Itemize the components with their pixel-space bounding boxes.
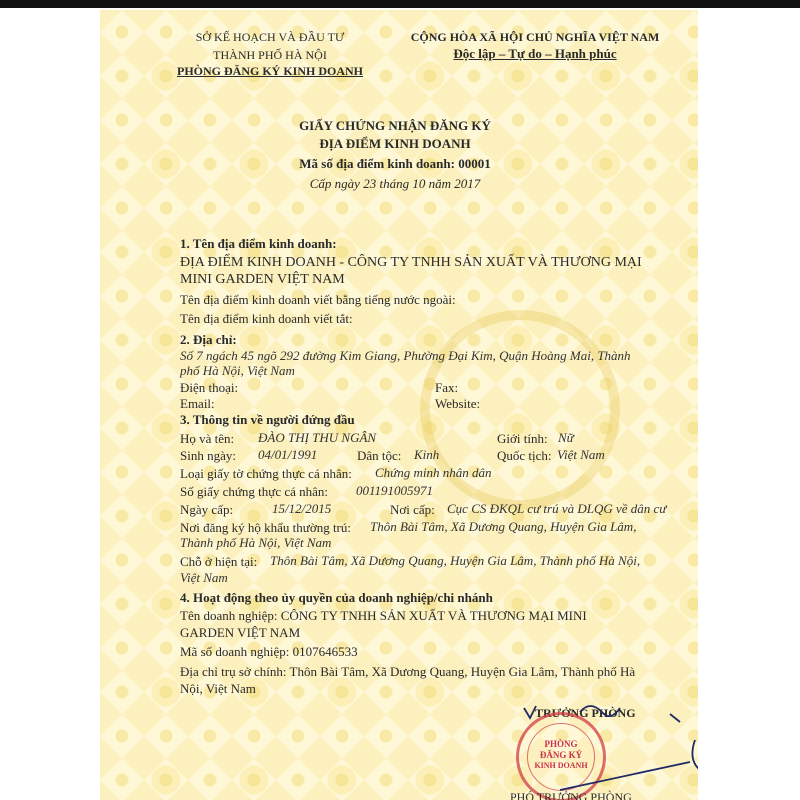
foreign-name-label: Tên địa điểm kinh doanh viết bằng tiếng nước ngoài: (180, 292, 456, 307)
signature-title: TRƯỞNG PHÒNG (535, 706, 636, 720)
issue-date-label: Ngày cấp: (180, 502, 234, 517)
issue-place-value: Cục CS ĐKQL cư trú và DLQG về dân cư (447, 501, 667, 516)
business-name-line2: MINI GARDEN VIỆT NAM (180, 272, 345, 287)
stamp-text-line2: ĐĂNG KÝ (539, 750, 583, 760)
header-left-line2: THÀNH PHỐ HÀ NỘI (213, 48, 327, 62)
current-address-line1: Thôn Bài Tâm, Xã Dương Quang, Huyện Gia Lâm, Thành phố Hà Nội, (270, 553, 641, 568)
section4-heading: 4. Hoạt động theo ủy quyền của doanh nghiệp/chi nhánh (180, 590, 493, 605)
company-name-line1: Tên doanh nghiệp: CÔNG TY TNHH SẢN XUẤT VÀ THƯƠNG MẠI MINI (180, 608, 587, 623)
stamp-text-line1: PHÒNG (544, 739, 578, 749)
issue-date: Cấp ngày 23 tháng 10 năm 2017 (309, 176, 481, 191)
current-address-line2: Việt Nam (180, 570, 228, 585)
section1-heading: 1. Tên địa điểm kinh doanh: (180, 236, 337, 251)
dob-label: Sinh ngày: (180, 448, 236, 463)
issue-date-value: 15/12/2015 (272, 501, 332, 516)
fax-label: Fax: (435, 380, 459, 395)
gender-value: Nữ (558, 430, 574, 445)
signature-bottom-title: PHÓ TRƯỞNG PHÒNG (510, 790, 632, 800)
certificate-code: Mã số địa điểm kinh doanh: 00001 (299, 156, 491, 171)
nationality-value: Việt Nam (557, 447, 605, 462)
id-type-value: Chứng minh nhân dân (375, 465, 492, 480)
ethnic-value: Kinh (414, 447, 440, 462)
certificate-document (100, 10, 698, 800)
head-name-label: Họ và tên: (180, 431, 235, 446)
head-name-value: ĐÀO THỊ THU NGÂN (258, 430, 377, 445)
section2-heading: 2. Địa chỉ: (180, 332, 237, 347)
current-address-label: Chỗ ở hiện tại: (180, 554, 258, 569)
header-left-line3: PHÒNG ĐĂNG KÝ KINH DOANH (177, 64, 363, 78)
header-left-line1: SỞ KẾ HOẠCH VÀ ĐẦU TƯ (195, 30, 345, 44)
dob-value: 04/01/1991 (258, 447, 318, 462)
business-name-line1: ĐỊA ĐIỂM KINH DOANH - CÔNG TY TNHH SẢN XUẤT VÀ THƯƠNG MẠI (180, 255, 642, 270)
registered-address-line2: Thành phố Hà Nội, Việt Nam (180, 535, 332, 550)
tax-code-line: Mã số doanh nghiệp: 0107646533 (180, 644, 358, 659)
id-number-value: 001191005971 (356, 483, 434, 498)
issue-place-label: Nơi cấp: (390, 502, 435, 517)
title-line2: ĐỊA ĐIỂM KINH DOANH (319, 136, 471, 151)
section3-heading: 3. Thông tin về người đứng đầu (180, 412, 355, 427)
email-label: Email: (180, 396, 215, 411)
header-right-line1: CỘNG HÒA XÃ HỘI CHỦ NGHĨA VIỆT NAM (410, 30, 660, 44)
short-name-label: Tên địa điểm kinh doanh viết tắt: (180, 311, 353, 326)
address-line1: Số 7 ngách 45 ngõ 292 đường Kim Giang, Phường Đại Kim, Quận Hoàng Mai, Thành (180, 348, 631, 363)
company-name-line2: GARDEN VIỆT NAM (180, 625, 301, 640)
gender-label: Giới tính: (497, 431, 548, 446)
registered-address-label: Nơi đăng ký hộ khẩu thường trú: (180, 520, 351, 535)
handwritten-signature (520, 700, 698, 800)
address-line2: phố Hà Nội, Việt Nam (180, 363, 295, 378)
hq-address-line1: Địa chỉ trụ sở chính: Thôn Bài Tâm, Xã Dương Quang, Huyện Gia Lâm, Thành phố Hà (180, 664, 636, 679)
nationality-label: Quốc tịch: (497, 448, 552, 463)
registered-address-line1: Thôn Bài Tâm, Xã Dương Quang, Huyện Gia Lâm, (370, 519, 637, 534)
id-number-label: Số giấy chứng thực cá nhân: (180, 484, 329, 499)
website-label: Website: (435, 396, 481, 411)
header-right-line2: Độc lập – Tự do – Hạnh phúc (453, 46, 617, 61)
id-type-label: Loại giấy tờ chứng thực cá nhân: (180, 466, 352, 481)
stamp-text-line3: KINH DOANH (534, 761, 588, 770)
hq-address-line2: Nội, Việt Nam (180, 681, 256, 696)
phone-label: Điện thoại: (180, 380, 239, 395)
title-line1: GIẤY CHỨNG NHẬN ĐĂNG KÝ (299, 118, 491, 133)
top-dark-bar (0, 0, 800, 8)
ethnic-label: Dân tộc: (357, 448, 402, 463)
